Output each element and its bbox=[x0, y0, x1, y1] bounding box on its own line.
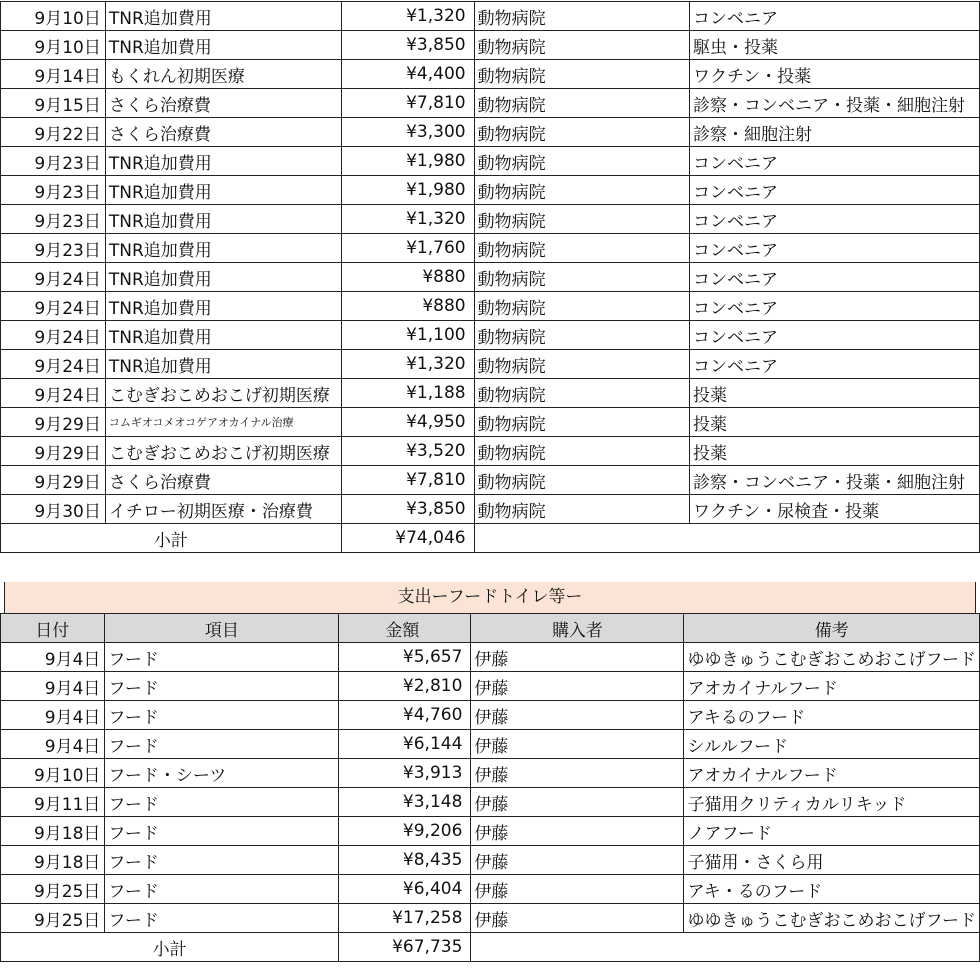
cell-note: ワクチン・尿検査・投薬 bbox=[690, 495, 980, 524]
table-row bbox=[1, 118, 980, 147]
cell-note: 子猫用クリティカルリキッド bbox=[684, 788, 980, 817]
cell-item: フード・シーツ bbox=[105, 759, 339, 788]
cell-note: アキるのフード bbox=[684, 701, 980, 730]
cell-amount: ¥5,657 bbox=[339, 643, 471, 672]
header-date: 日付 bbox=[1, 614, 105, 643]
cell-buyer: 動物病院 bbox=[474, 118, 689, 147]
cell-amount: ¥1,320 bbox=[341, 2, 474, 31]
table-row bbox=[1, 2, 980, 31]
table-row bbox=[1, 321, 980, 350]
cell-note: コンベニア bbox=[690, 350, 980, 379]
table-row bbox=[1, 263, 980, 292]
cell-buyer: 伊藤 bbox=[471, 904, 684, 933]
medical-expense-table bbox=[0, 1, 980, 553]
cell-amount: ¥3,913 bbox=[339, 759, 471, 788]
cell-buyer: 動物病院 bbox=[474, 292, 689, 321]
table-row bbox=[1, 176, 980, 205]
cell-note: アオカイナルフード bbox=[684, 672, 980, 701]
table-header-row bbox=[1, 614, 980, 643]
cell-buyer: 伊藤 bbox=[471, 672, 684, 701]
cell-note: ワクチン・投薬 bbox=[690, 60, 980, 89]
cell-date: 9月25日 bbox=[1, 875, 105, 904]
cell-date: 9月18日 bbox=[1, 817, 105, 846]
cell-item: もくれん初期医療 bbox=[105, 60, 341, 89]
cell-buyer: 伊藤 bbox=[471, 875, 684, 904]
cell-amount: ¥2,810 bbox=[339, 672, 471, 701]
subtotal-row bbox=[1, 524, 980, 553]
subtotal-empty bbox=[474, 524, 979, 553]
cell-amount: ¥6,144 bbox=[339, 730, 471, 759]
cell-buyer: 動物病院 bbox=[474, 2, 689, 31]
cell-amount: ¥3,148 bbox=[339, 788, 471, 817]
cell-item: フード bbox=[105, 672, 339, 701]
cell-item: TNR追加費用 bbox=[105, 2, 341, 31]
cell-item: TNR追加費用 bbox=[105, 31, 341, 60]
cell-note: アキ・るのフード bbox=[684, 875, 980, 904]
cell-buyer: 動物病院 bbox=[474, 379, 689, 408]
cell-note: 子猫用・さくら用 bbox=[684, 846, 980, 875]
cell-date: 9月23日 bbox=[1, 147, 106, 176]
cell-buyer: 動物病院 bbox=[474, 60, 689, 89]
table-row bbox=[1, 147, 980, 176]
cell-date: 9月29日 bbox=[1, 408, 106, 437]
cell-amount: ¥1,320 bbox=[341, 205, 474, 234]
cell-date: 9月4日 bbox=[1, 701, 105, 730]
cell-note: コンベニア bbox=[690, 263, 980, 292]
cell-buyer: 動物病院 bbox=[474, 466, 689, 495]
cell-note: コンベニア bbox=[690, 321, 980, 350]
cell-note: 駆虫・投薬 bbox=[690, 31, 980, 60]
subtotal-amount: ¥67,735 bbox=[339, 933, 471, 962]
cell-item: さくら治療費 bbox=[105, 89, 341, 118]
cell-item: さくら治療費 bbox=[105, 466, 341, 495]
cell-date: 9月18日 bbox=[1, 846, 105, 875]
header-note: 備考 bbox=[684, 614, 980, 643]
cell-amount: ¥6,404 bbox=[339, 875, 471, 904]
table-row bbox=[1, 817, 980, 846]
cell-buyer: 動物病院 bbox=[474, 234, 689, 263]
table-row bbox=[1, 495, 980, 524]
cell-date: 9月15日 bbox=[1, 89, 106, 118]
cell-buyer: 伊藤 bbox=[471, 759, 684, 788]
subtotal-label: 小計 bbox=[1, 933, 339, 962]
cell-item: フード bbox=[105, 643, 339, 672]
header-amount: 金額 bbox=[339, 614, 471, 643]
cell-amount: ¥3,300 bbox=[341, 118, 474, 147]
cell-buyer: 動物病院 bbox=[474, 263, 689, 292]
table-row bbox=[1, 730, 980, 759]
cell-item: TNR追加費用 bbox=[105, 205, 341, 234]
cell-note: コンベニア bbox=[690, 292, 980, 321]
cell-buyer: 動物病院 bbox=[474, 147, 689, 176]
cell-item: TNR追加費用 bbox=[105, 263, 341, 292]
cell-buyer: 伊藤 bbox=[471, 788, 684, 817]
cell-amount: ¥8,435 bbox=[339, 846, 471, 875]
table-row bbox=[1, 350, 980, 379]
table-row bbox=[1, 234, 980, 263]
cell-date: 9月11日 bbox=[1, 788, 105, 817]
cell-amount: ¥1,980 bbox=[341, 147, 474, 176]
cell-note: 投薬 bbox=[690, 379, 980, 408]
cell-date: 9月30日 bbox=[1, 495, 106, 524]
cell-date: 9月24日 bbox=[1, 350, 106, 379]
table-row bbox=[1, 672, 980, 701]
cell-item: さくら治療費 bbox=[105, 118, 341, 147]
table-row bbox=[1, 31, 980, 60]
cell-note: 診察・コンベニア・投薬・細胞注射 bbox=[690, 89, 980, 118]
cell-date: 9月10日 bbox=[1, 759, 105, 788]
cell-date: 9月14日 bbox=[1, 60, 106, 89]
cell-note: ゆゆきゅうこむぎおこめおこげフード bbox=[684, 643, 980, 672]
cell-date: 9月25日 bbox=[1, 904, 105, 933]
cell-date: 9月4日 bbox=[1, 730, 105, 759]
cell-amount: ¥3,850 bbox=[341, 31, 474, 60]
cell-note: 投薬 bbox=[690, 437, 980, 466]
cell-item: TNR追加費用 bbox=[105, 321, 341, 350]
cell-item: TNR追加費用 bbox=[105, 234, 341, 263]
cell-buyer: 伊藤 bbox=[471, 846, 684, 875]
cell-note: コンベニア bbox=[690, 2, 980, 31]
cell-buyer: 動物病院 bbox=[474, 495, 689, 524]
cell-amount: ¥1,100 bbox=[341, 321, 474, 350]
cell-item: フード bbox=[105, 701, 339, 730]
table-row bbox=[1, 788, 980, 817]
cell-buyer: 伊藤 bbox=[471, 643, 684, 672]
cell-amount: ¥7,810 bbox=[341, 89, 474, 118]
cell-date: 9月29日 bbox=[1, 466, 106, 495]
table-row bbox=[1, 846, 980, 875]
cell-amount: ¥4,950 bbox=[341, 408, 474, 437]
cell-item: フード bbox=[105, 730, 339, 759]
cell-amount: ¥9,206 bbox=[339, 817, 471, 846]
cell-amount: ¥4,760 bbox=[339, 701, 471, 730]
cell-note: コンベニア bbox=[690, 205, 980, 234]
cell-item: イチロー初期医療・治療費 bbox=[105, 495, 341, 524]
cell-note: 診察・コンベニア・投薬・細胞注射 bbox=[690, 466, 980, 495]
cell-buyer: 伊藤 bbox=[471, 730, 684, 759]
cell-date: 9月23日 bbox=[1, 234, 106, 263]
cell-amount: ¥1,980 bbox=[341, 176, 474, 205]
cell-note: コンベニア bbox=[690, 176, 980, 205]
subtotal-label: 小計 bbox=[1, 524, 342, 553]
table-row bbox=[1, 904, 980, 933]
cell-note: ノアフード bbox=[684, 817, 980, 846]
cell-date: 9月23日 bbox=[1, 205, 106, 234]
cell-buyer: 動物病院 bbox=[474, 176, 689, 205]
cell-note: コンベニア bbox=[690, 234, 980, 263]
cell-buyer: 動物病院 bbox=[474, 321, 689, 350]
table-row bbox=[1, 408, 980, 437]
table-row bbox=[1, 759, 980, 788]
cell-buyer: 動物病院 bbox=[474, 437, 689, 466]
cell-date: 9月22日 bbox=[1, 118, 106, 147]
cell-amount: ¥17,258 bbox=[339, 904, 471, 933]
cell-item: TNR追加費用 bbox=[105, 147, 341, 176]
header-buyer: 購入者 bbox=[471, 614, 684, 643]
cell-item: フード bbox=[105, 904, 339, 933]
table-row bbox=[1, 379, 980, 408]
table-row bbox=[1, 60, 980, 89]
table-row bbox=[1, 292, 980, 321]
cell-buyer: 伊藤 bbox=[471, 701, 684, 730]
cell-item: TNR追加費用 bbox=[105, 350, 341, 379]
cell-amount: ¥4,400 bbox=[341, 60, 474, 89]
cell-buyer: 動物病院 bbox=[474, 205, 689, 234]
cell-item: TNR追加費用 bbox=[105, 292, 341, 321]
cell-item: フード bbox=[105, 817, 339, 846]
cell-item: こむぎおこめおこげ初期医療 bbox=[105, 437, 341, 466]
cell-date: 9月24日 bbox=[1, 321, 106, 350]
table-row bbox=[1, 643, 980, 672]
cell-buyer: 伊藤 bbox=[471, 817, 684, 846]
cell-item: こむぎおこめおこげ初期医療 bbox=[105, 379, 341, 408]
cell-date: 9月10日 bbox=[1, 2, 106, 31]
cell-amount: ¥880 bbox=[341, 263, 474, 292]
subtotal-empty bbox=[471, 933, 980, 962]
cell-note: アオカイナルフード bbox=[684, 759, 980, 788]
table-row bbox=[1, 89, 980, 118]
cell-amount: ¥1,760 bbox=[341, 234, 474, 263]
cell-date: 9月24日 bbox=[1, 263, 106, 292]
cell-note: シルルフード bbox=[684, 730, 980, 759]
cell-amount: ¥880 bbox=[341, 292, 474, 321]
cell-date: 9月4日 bbox=[1, 672, 105, 701]
cell-item: TNR追加費用 bbox=[105, 176, 341, 205]
cell-date: 9月10日 bbox=[1, 31, 106, 60]
table-row bbox=[1, 205, 980, 234]
cell-date: 9月29日 bbox=[1, 437, 106, 466]
cell-item: フード bbox=[105, 875, 339, 904]
food-expense-table bbox=[0, 613, 980, 962]
table-row bbox=[1, 437, 980, 466]
cell-buyer: 動物病院 bbox=[474, 408, 689, 437]
subtotal-amount: ¥74,046 bbox=[341, 524, 474, 553]
cell-amount: ¥1,188 bbox=[341, 379, 474, 408]
cell-date: 9月4日 bbox=[1, 643, 105, 672]
cell-buyer: 動物病院 bbox=[474, 31, 689, 60]
cell-amount: ¥7,810 bbox=[341, 466, 474, 495]
header-item: 項目 bbox=[105, 614, 339, 643]
cell-date: 9月24日 bbox=[1, 379, 106, 408]
cell-amount: ¥3,520 bbox=[341, 437, 474, 466]
cell-item: コムギオコメオコゲアオカイナル治療 bbox=[105, 408, 341, 437]
cell-note: 投薬 bbox=[690, 408, 980, 437]
cell-amount: ¥1,320 bbox=[341, 350, 474, 379]
cell-note: コンベニア bbox=[690, 147, 980, 176]
cell-date: 9月23日 bbox=[1, 176, 106, 205]
cell-note: ゆゆきゅうこむぎおこめおこげフード bbox=[684, 904, 980, 933]
food-section-title: 支出ーフードトイレ等ー bbox=[4, 582, 976, 613]
cell-item: フード bbox=[105, 846, 339, 875]
cell-buyer: 動物病院 bbox=[474, 350, 689, 379]
table-row bbox=[1, 875, 980, 904]
subtotal-row bbox=[1, 933, 980, 962]
table-row bbox=[1, 466, 980, 495]
cell-buyer: 動物病院 bbox=[474, 89, 689, 118]
cell-item: フード bbox=[105, 788, 339, 817]
cell-amount: ¥3,850 bbox=[341, 495, 474, 524]
table-row bbox=[1, 701, 980, 730]
cell-date: 9月24日 bbox=[1, 292, 106, 321]
cell-note: 診察・細胞注射 bbox=[690, 118, 980, 147]
